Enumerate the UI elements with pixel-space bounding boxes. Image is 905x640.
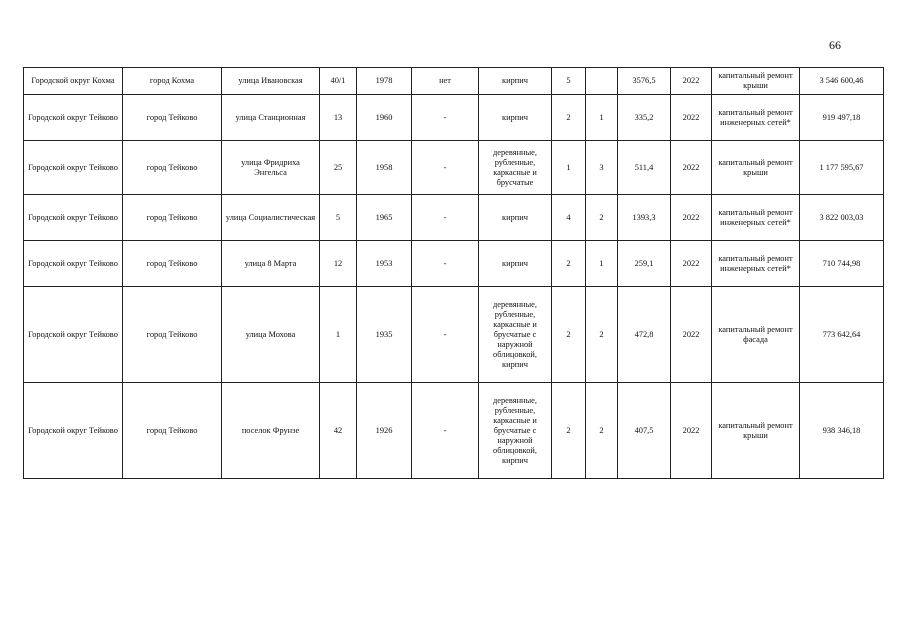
wall-material-cell: деревянные, рубленные, каркасные и брусчатые с наружной облицовкой, кирпич: [479, 287, 552, 383]
housing-repair-table: [23, 67, 884, 479]
work-type-cell: капитальный ремонт инженерных сетей*: [712, 195, 800, 241]
area-cell: 335,2: [618, 95, 671, 141]
flag-cell: -: [412, 383, 479, 479]
entrances-cell: 2: [586, 195, 618, 241]
work-type-cell: капитальный ремонт крыши: [712, 383, 800, 479]
district-cell: Городской округ Кохма: [24, 68, 123, 95]
floors-cell: 2: [552, 383, 586, 479]
plan-year-cell: 2022: [671, 241, 712, 287]
wall-material-cell: кирпич: [479, 95, 552, 141]
wall-material-cell: деревянные, рубленные, каркасные и брусчатые с наружной облицовкой, кирпич: [479, 383, 552, 479]
wall-material-cell: кирпич: [479, 241, 552, 287]
flag-cell: -: [412, 241, 479, 287]
area-cell: 259,1: [618, 241, 671, 287]
build-year-cell: 1926: [357, 383, 412, 479]
city-cell: город Кохма: [123, 68, 222, 95]
plan-year-cell: 2022: [671, 195, 712, 241]
district-cell: Городской округ Тейково: [24, 383, 123, 479]
street-cell: улица 8 Марта: [222, 241, 320, 287]
build-year-cell: 1978: [357, 68, 412, 95]
table-row: [24, 383, 884, 479]
cost-cell: 710 744,98: [800, 241, 884, 287]
plan-year-cell: 2022: [671, 95, 712, 141]
city-cell: город Тейково: [123, 95, 222, 141]
street-cell: улица Станционная: [222, 95, 320, 141]
work-type-cell: капитальный ремонт инженерных сетей*: [712, 95, 800, 141]
area-cell: 3576,5: [618, 68, 671, 95]
work-type-cell: капитальный ремонт крыши: [712, 141, 800, 195]
build-year-cell: 1960: [357, 95, 412, 141]
district-cell: Городской округ Тейково: [24, 195, 123, 241]
street-cell: улица Социалистическая: [222, 195, 320, 241]
cost-cell: 773 642,64: [800, 287, 884, 383]
page-number: 66: [829, 38, 841, 52]
house-number-cell: 42: [320, 383, 357, 479]
entrances-cell: 1: [586, 95, 618, 141]
entrances-cell: 1: [586, 241, 618, 287]
house-number-cell: 1: [320, 287, 357, 383]
street-cell: улица Ивановская: [222, 68, 320, 95]
build-year-cell: 1935: [357, 287, 412, 383]
build-year-cell: 1965: [357, 195, 412, 241]
house-number-cell: 5: [320, 195, 357, 241]
plan-year-cell: 2022: [671, 287, 712, 383]
plan-year-cell: 2022: [671, 68, 712, 95]
city-cell: город Тейково: [123, 195, 222, 241]
floors-cell: 2: [552, 95, 586, 141]
plan-year-cell: 2022: [671, 141, 712, 195]
flag-cell: -: [412, 95, 479, 141]
district-cell: Городской округ Тейково: [24, 241, 123, 287]
wall-material-cell: кирпич: [479, 195, 552, 241]
table-row: [24, 241, 884, 287]
district-cell: Городской округ Тейково: [24, 287, 123, 383]
table-body: [24, 68, 884, 479]
house-number-cell: 13: [320, 95, 357, 141]
street-cell: улица Фридриха Энгельса: [222, 141, 320, 195]
cost-cell: 919 497,18: [800, 95, 884, 141]
floors-cell: 5: [552, 68, 586, 95]
entrances-cell: 3: [586, 141, 618, 195]
area-cell: 1393,3: [618, 195, 671, 241]
cost-cell: 3 546 600,46: [800, 68, 884, 95]
floors-cell: 2: [552, 287, 586, 383]
area-cell: 511,4: [618, 141, 671, 195]
district-cell: Городской округ Тейково: [24, 141, 123, 195]
city-cell: город Тейково: [123, 287, 222, 383]
area-cell: 407,5: [618, 383, 671, 479]
table-row: [24, 141, 884, 195]
floors-cell: 1: [552, 141, 586, 195]
entrances-cell: 2: [586, 287, 618, 383]
house-number-cell: 40/1: [320, 68, 357, 95]
work-type-cell: капитальный ремонт крыши: [712, 68, 800, 95]
floors-cell: 2: [552, 241, 586, 287]
plan-year-cell: 2022: [671, 383, 712, 479]
flag-cell: -: [412, 287, 479, 383]
work-type-cell: капитальный ремонт фасада: [712, 287, 800, 383]
build-year-cell: 1953: [357, 241, 412, 287]
street-cell: улица Мохова: [222, 287, 320, 383]
flag-cell: нет: [412, 68, 479, 95]
entrances-cell: 2: [586, 383, 618, 479]
build-year-cell: 1958: [357, 141, 412, 195]
house-number-cell: 12: [320, 241, 357, 287]
work-type-cell: капитальный ремонт инженерных сетей*: [712, 241, 800, 287]
district-cell: Городской округ Тейково: [24, 95, 123, 141]
cost-cell: 938 346,18: [800, 383, 884, 479]
street-cell: поселок Фрунзе: [222, 383, 320, 479]
house-number-cell: 25: [320, 141, 357, 195]
city-cell: город Тейково: [123, 241, 222, 287]
flag-cell: -: [412, 141, 479, 195]
cost-cell: 1 177 595,67: [800, 141, 884, 195]
table-row: [24, 95, 884, 141]
entrances-cell: [586, 68, 618, 95]
city-cell: город Тейково: [123, 383, 222, 479]
area-cell: 472,8: [618, 287, 671, 383]
table-row: [24, 287, 884, 383]
table-row: [24, 68, 884, 95]
floors-cell: 4: [552, 195, 586, 241]
cost-cell: 3 822 003,03: [800, 195, 884, 241]
wall-material-cell: деревянные, рубленные, каркасные и брусчатые: [479, 141, 552, 195]
city-cell: город Тейково: [123, 141, 222, 195]
flag-cell: -: [412, 195, 479, 241]
wall-material-cell: кирпич: [479, 68, 552, 95]
table-row: [24, 195, 884, 241]
